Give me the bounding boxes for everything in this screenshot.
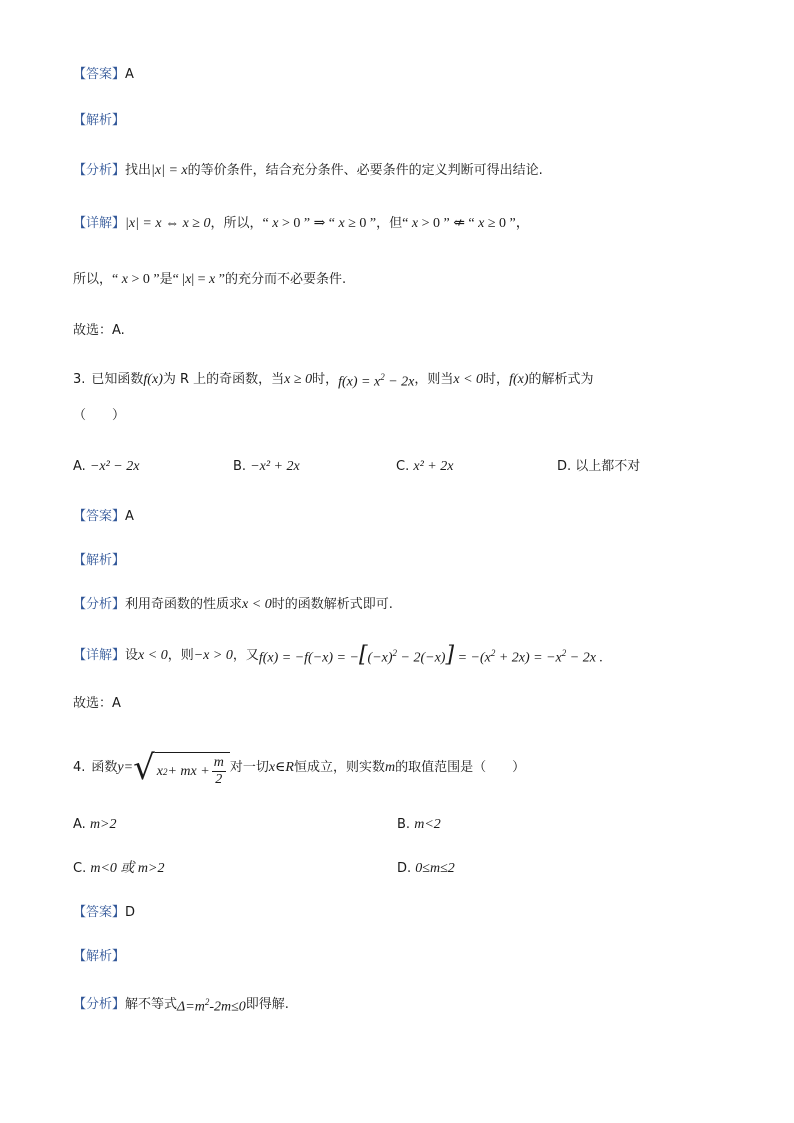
q3-paren-line (73, 405, 754, 427)
q3-option-a (73, 456, 139, 478)
answer-tag: 【答案】 (73, 67, 126, 82)
formula-y-eq: y= (117, 760, 134, 775)
fenxi-tag: 【分析】 (73, 597, 126, 612)
q3-answer-line (73, 506, 754, 528)
fenxi-text-post: 的等价条件，结合充分条件、必要条件的定义判断可得出结论. (187, 163, 543, 178)
q4-option-d (397, 858, 455, 880)
answer-tag: 【答案】 (73, 509, 126, 524)
q3-stem-d: ，则当 (414, 372, 454, 387)
formula-fx-2: f(x) (509, 372, 529, 387)
question-number: 3. (73, 372, 86, 387)
xiangjie-a: 设 (125, 648, 139, 663)
q4-stem-a: 函数 (91, 760, 118, 775)
q3-stem-b: 为 R 上的奇函数，当 (162, 372, 285, 387)
fenxi-text-post: 时的函数解析式即可. (271, 597, 393, 612)
option-text: −x² + 2x (250, 459, 300, 474)
option-text: −x² − 2x (89, 459, 140, 474)
conclusion-pre: 所以， (73, 272, 113, 287)
q4-option-c (73, 858, 164, 880)
formula-x-lt-0: x < 0 (138, 648, 168, 663)
xiangjie-text-but: ，但 (376, 216, 403, 231)
q4-stem-d: 的取值范围是（ ） (395, 760, 526, 775)
formula-fx-def: $f(x) = x^2 - 2x$ (338, 372, 415, 390)
formula-implies: “ x > 0 ” ⇒ “ x ≥ 0 ” (262, 216, 377, 231)
choice-text: 故选：A (73, 696, 121, 711)
q3-stem-f: 的解析式为 (528, 372, 594, 387)
xiangjie-c: ，又 (232, 648, 259, 663)
formula-sqrt: √ x 2 + mx + $\frac{m}{2}$ (133, 748, 230, 788)
fenxi-tag: 【分析】 (73, 997, 126, 1012)
choice-text: 故选：A. (73, 323, 125, 338)
analysis-tag: 【解析】 (73, 949, 126, 964)
option-label: D. (557, 459, 572, 474)
fenxi-text-pre: 找出 (125, 163, 152, 178)
conclusion-post: 的充分而不必要条件. (224, 272, 347, 287)
fenxi-text-pre: 解不等式 (125, 997, 178, 1012)
formula-x-ge-0: x ≥ 0 (284, 372, 313, 387)
conclusion-mid: 是 (159, 272, 173, 287)
formula-neg-x-gt-0: −x > 0 (193, 648, 233, 663)
formula-x-lt-0: x < 0 (453, 372, 484, 387)
answer-tag: 【答案】 (73, 905, 126, 920)
formula-abs-x-eq-x: |x| = x (151, 163, 188, 178)
answer-value: A (125, 67, 134, 82)
formula-x-lt-0: x < 0 (242, 597, 272, 612)
option-label: C. (73, 861, 87, 876)
option-label: A. (73, 459, 86, 474)
option-label: C. (396, 459, 410, 474)
formula-x-in-R: x∈R (268, 760, 294, 775)
question-number: 4. (73, 760, 86, 775)
q4-fenxi-line (73, 994, 754, 1016)
q4-option-b (397, 814, 441, 836)
q3-xiangjie-line (73, 642, 754, 668)
formula-derivation: $f(x) = -f(-x) = -[(-x)^2 - 2(-x)] = -(x^2 + 2x) = -x^2 - 2x$ . (258, 642, 603, 668)
formula-fx: f(x) (143, 372, 163, 387)
option-label: B. (233, 459, 247, 474)
xiangjie-text-mid: ，所以， (210, 216, 263, 231)
q4-stem-b: 对一切 (229, 760, 269, 775)
option-label: B. (397, 817, 411, 832)
q3-stem-a: 已知函数 (91, 372, 144, 387)
q2-answer-line (73, 64, 754, 86)
q3-stem-e: 时， (483, 372, 510, 387)
q2-conclusion-line (73, 269, 754, 291)
formula-x-gt-0: “ x > 0 ” (112, 272, 160, 287)
option-text: 0≤m≤2 (415, 861, 455, 876)
option-label: A. (73, 817, 86, 832)
formula-m: m (385, 760, 396, 775)
option-text: m<0 或 m>2 (90, 861, 165, 876)
formula-abs-cond: “ |x| = x ” (172, 272, 225, 287)
q2-analysis-heading (73, 110, 754, 132)
q3-choice-line (73, 693, 754, 715)
xiangjie-tag: 【详解】 (73, 648, 126, 663)
q2-xiangjie-line (73, 213, 754, 235)
analysis-tag: 【解析】 (73, 113, 126, 128)
formula-not-implied: “ x > 0 ” ⇍ “ x ≥ 0 ”， (402, 216, 530, 231)
q4-answer-line (73, 902, 754, 924)
option-text: m>2 (89, 817, 117, 832)
answer-value: D (125, 905, 136, 920)
q3-option-c (396, 456, 453, 478)
formula-discriminant: $\Delta=m^2-2m\le 0$ (177, 997, 246, 1015)
xiangjie-b: ，则 (167, 648, 194, 663)
q4-analysis-heading (73, 946, 754, 968)
answer-paren: （ ） (73, 408, 126, 423)
option-text: 以上都不对 (575, 459, 641, 474)
q3-stem-c: 时， (312, 372, 339, 387)
q3-option-d (557, 456, 640, 478)
q2-choice-line (73, 320, 754, 342)
option-text: m<2 (414, 817, 441, 832)
q3-analysis-heading (73, 550, 754, 572)
q3-fenxi-line (73, 594, 754, 616)
fenxi-tag: 【分析】 (73, 163, 126, 178)
fenxi-text-pre: 利用奇函数的性质求 (125, 597, 243, 612)
q4-stem-c: 恒成立，则实数 (293, 760, 385, 775)
xiangjie-tag: 【详解】 (73, 216, 126, 231)
analysis-tag: 【解析】 (73, 553, 126, 568)
formula-equivalence: |x| = x ⇔ x ≥ 0 (125, 216, 211, 231)
fenxi-text-post: 即得解. (245, 997, 289, 1012)
q3-option-b (233, 456, 300, 478)
q3-stem-line (73, 369, 754, 391)
answer-value: A (125, 509, 134, 524)
q4-option-a (73, 814, 117, 836)
option-label: D. (397, 861, 412, 876)
option-text: x² + 2x (413, 459, 454, 474)
q2-fenxi-line (73, 160, 754, 182)
q4-stem-line (73, 748, 754, 788)
